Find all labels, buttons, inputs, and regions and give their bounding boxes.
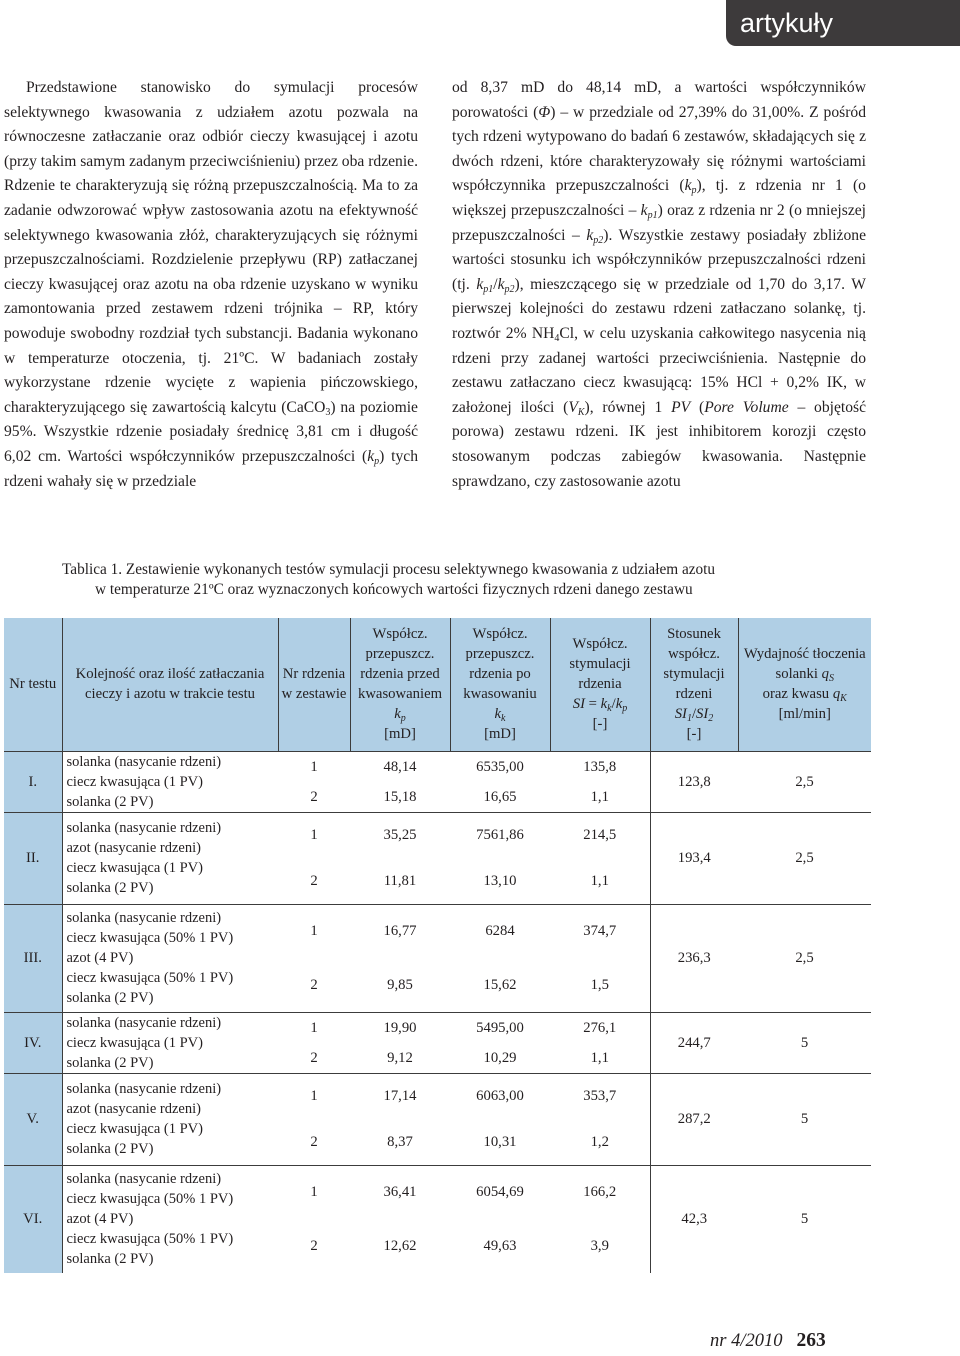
injection-sequence [62, 812, 278, 904]
kp-value: 16,77 [350, 904, 450, 958]
table-body [4, 751, 871, 1273]
subscript: k [607, 703, 612, 715]
sequence-step: ciecz kwasująca (50% 1 PV) [66, 1191, 234, 1208]
header-kp [350, 618, 450, 751]
kk-value: 49,63 [483, 1238, 517, 1254]
subscript: p [691, 185, 697, 197]
si-ratio-value: 193,4 [650, 812, 738, 904]
sequence-step: ciecz kwasująca (50% 1 PV) [66, 930, 234, 946]
kk-value: 6535,00 [450, 751, 550, 782]
unit: [ml/min] [778, 706, 831, 723]
symbol-k: k [586, 226, 594, 244]
si-value: 166,2 [550, 1165, 650, 1219]
symbol-q: q [821, 666, 829, 683]
table-row [4, 1012, 871, 1043]
subscript: 4 [554, 332, 560, 344]
text-run: ), równej 1 [584, 398, 672, 416]
symbol-k: k [684, 177, 692, 195]
section-label [726, 0, 960, 46]
symbol-si: SI [696, 706, 709, 723]
sequence-step: ciecz kwasująca (1 PV) [66, 1121, 203, 1137]
subscript: p1 [483, 283, 494, 295]
kk-value: 6054,69 [450, 1165, 550, 1219]
header-si-ratio [650, 618, 738, 751]
injection-sequence [62, 751, 278, 812]
sequence-step: solanka (nasycanie rdzeni) [66, 1014, 222, 1031]
kk-value: 7561,86 [450, 812, 550, 858]
injection-sequence [62, 1012, 278, 1073]
sequence-step: solanka (nasycanie rdzeni) [66, 910, 222, 926]
core-number: 1 [278, 1165, 350, 1219]
kk-value: 6284 [450, 904, 550, 958]
header-kk [450, 618, 550, 751]
symbol-k: k [497, 275, 505, 293]
right-paragraph [452, 76, 866, 494]
si-value: 374,7 [550, 904, 650, 958]
page-footer [710, 1330, 870, 1352]
si-value: 1,5 [590, 976, 609, 993]
symbol-si: SI [572, 696, 585, 713]
text-run: ) – w przedziale od 27,39% do 31,00%. Z pośród tych rdzeni wytypowano do badań 6 zestawów, składających się z dwóch rdzeni, które charakteryzowały się różnymi wartościami współczynnika przepuszczalności ( [452, 103, 867, 195]
subscript: p [374, 455, 380, 467]
header-text: Stosunek współcz. stymulacji rdzeni [663, 626, 725, 703]
si-ratio-value: 236,3 [650, 904, 738, 1012]
symbol-k: k [615, 696, 623, 713]
subscript: p2 [593, 234, 604, 246]
injection-sequence [62, 1165, 278, 1273]
subscript: p1 [647, 209, 658, 221]
kk-value: 6063,00 [450, 1073, 550, 1119]
si-value: 135,8 [550, 751, 650, 782]
text-run: ) oraz z rdzenia nr 2 (o mniejszej przepuszczalności – [452, 201, 867, 244]
symbol-k: k [494, 706, 502, 723]
sequence-step: ciecz kwasująca (1 PV) [66, 1034, 203, 1051]
core-number: 1 [278, 751, 350, 782]
left-paragraph [4, 76, 418, 494]
header-text: Kolejność oraz ilość zatłaczania cieczy i azotu w trakcie testu [75, 666, 265, 703]
caption-line: Tablica 1. Zestawienie wykonanych testów symulacji procesu selektywnego kwasowania z udziałem azotu [62, 561, 716, 578]
header-flow-rate [738, 618, 871, 751]
header-text: Współcz. przepuszcz. rdzenia po kwasowaniu [463, 626, 537, 703]
test-number: II. [4, 812, 62, 904]
flow-rate-value: 5 [738, 1073, 871, 1165]
subscript: K [577, 406, 585, 418]
sequence-step: ciecz kwasująca (1 PV) [66, 773, 203, 790]
results-table [4, 618, 871, 1273]
text-run: Przedstawione stanowisko do symulacji procesów selektywnego kwasowania z udziałem azotu pozwala na równoczesne zatłaczanie oraz odbiór cieczy kwasującej i azotu (przy takim samym zadanym przeciwciśnieniu) przez oba rdzenie. Rdzenie te charakteryzują się różną przepuszczalnością. Ma to za zadanie odwzorować wpływ zastosowania azotu na efektywność selektywnego kwasowania złóż, charakteryzujących się różnymi przepuszczalnościami. Rozdzielenie przepływu (RP) zatłaczanej cieczy kwasującej oraz azotu na oba rdzenie uzyskano w wyniku zamontowania przed zestawem rdzeni trójnika – RP, który powoduje swobodny rozdział tych substancji. Badania wykonano w temperaturze otoczenia, tj. 21ºC. W badaniach zostały wykorzystane rdzenie wycięte z wapienia pińczowskiego, charakteryzującego się zawartością kalcytu (CaCO [4, 79, 418, 416]
table-row [4, 904, 871, 958]
table-row [4, 751, 871, 782]
si-ratio-value: 123,8 [650, 751, 738, 812]
text-run: / [691, 706, 697, 723]
symbol-k: k [476, 275, 484, 293]
kk-value: 16,65 [483, 788, 517, 805]
symbol-k: k [394, 706, 401, 723]
core-number: 2 [310, 788, 318, 805]
test-number: VI. [4, 1165, 62, 1273]
si-ratio-value: 244,7 [650, 1012, 738, 1073]
table-caption [62, 560, 922, 600]
text-run: / [493, 275, 498, 293]
text-run: = [585, 696, 601, 713]
sequence-step: solanka (2 PV) [66, 880, 154, 896]
symbol-q: q [832, 686, 841, 703]
sequence-step: azot (4 PV) [66, 950, 134, 966]
kk-value: 13,10 [483, 872, 517, 889]
text-run: ), tj. z rdzenia nr 1 (o większej przepuszczalności – [452, 177, 866, 219]
core-number: 2 [310, 1238, 318, 1254]
si-ratio-value: 287,2 [650, 1073, 738, 1165]
core-number: 1 [278, 1073, 350, 1119]
test-number: V. [4, 1073, 62, 1165]
test-number: I. [4, 751, 62, 812]
subscript: k [501, 713, 506, 725]
kp-value: 9,12 [387, 1049, 413, 1066]
subscript: p2 [504, 283, 515, 295]
subscript: 3 [325, 406, 331, 418]
flow-rate-value: 2,5 [738, 751, 871, 812]
header-sequence [62, 618, 278, 751]
injection-sequence [62, 1073, 278, 1165]
kp-value: 17,14 [350, 1073, 450, 1119]
sequence-step: solanka (2 PV) [66, 793, 154, 810]
si-value: 214,5 [550, 812, 650, 858]
text-run: ) tych rdzeni wahały się w przedziale [4, 447, 418, 490]
sequence-step: ciecz kwasująca (50% 1 PV) [66, 970, 234, 986]
kp-value: 11,81 [383, 872, 417, 889]
unit: [-] [686, 726, 702, 743]
kp-value: 12,62 [383, 1238, 417, 1254]
sequence-step: solanka (2 PV) [66, 1141, 154, 1157]
unit: [mD] [484, 726, 516, 743]
header-text: Współcz. stymulacji rdzenia [569, 636, 631, 693]
symbol-k: k [367, 447, 375, 465]
kk-value: 5495,00 [450, 1012, 550, 1043]
symbol-k: k [640, 201, 648, 219]
sequence-step: solanka (2 PV) [66, 1054, 154, 1071]
kk-value: 10,29 [483, 1049, 517, 1066]
core-number: 2 [310, 872, 318, 889]
test-number: IV. [4, 1012, 62, 1073]
page-number: 263 [796, 1330, 826, 1351]
text-run: ), mieszczącego się w przedziale od 1,70 do 3,17. W pierwszej kolejności do zestawu rdzeni zatłaczano solankę, tj. roztwór 2% NH [452, 275, 866, 342]
si-value: 353,7 [550, 1073, 650, 1119]
kk-value: 15,62 [483, 976, 517, 993]
test-number: III. [4, 904, 62, 1012]
core-number: 2 [310, 1049, 318, 1066]
left-column [4, 76, 418, 494]
core-number: 2 [310, 976, 318, 993]
section-label-text: artykuły [740, 7, 834, 38]
sequence-step: solanka (2 PV) [66, 1251, 154, 1268]
flow-rate-value: 2,5 [738, 904, 871, 1012]
header-si [550, 618, 650, 751]
core-number: 1 [278, 904, 350, 958]
subscript: p [622, 703, 628, 715]
subscript: S [828, 673, 834, 685]
caption-line: w temperaturze 21ºC oraz wyznaczonych końcowych wartości fizycznych rdzeni danego zestawu [95, 581, 693, 598]
sequence-step: azot (4 PV) [66, 1211, 134, 1228]
kp-value: 19,90 [350, 1012, 450, 1043]
kp-value: 35,25 [350, 812, 450, 858]
flow-rate-value: 5 [738, 1165, 871, 1273]
table-row [4, 812, 871, 858]
si-value: 1,2 [590, 1133, 609, 1150]
text-run: / [611, 696, 616, 713]
sequence-step: solanka (2 PV) [66, 990, 154, 1006]
issue-number: nr 4/2010 [710, 1331, 783, 1351]
symbol-pv: PV [671, 398, 691, 416]
symbol-k: k [600, 696, 608, 713]
kp-value: 9,85 [387, 976, 413, 993]
flow-rate-value: 2,5 [738, 812, 871, 904]
symbol-v: V [568, 398, 578, 416]
text-run: Cl, w celu uzyskania całkowitego nasycenia nią rdzeni przy zadanej wartości przeciwciśnienia. Następnie do zestawu zatłaczano ciecz kwasującą: 15% HCl + 0,2% IK, w założonej ilości ( [452, 324, 866, 416]
sequence-step: solanka (nasycanie rdzeni) [66, 753, 222, 770]
si-value: 276,1 [550, 1012, 650, 1043]
table-row [4, 1165, 871, 1219]
sequence-step: ciecz kwasująca (1 PV) [66, 860, 203, 876]
unit: [mD] [384, 726, 416, 743]
text-run: ) na poziomie 95%. Wszystkie rdzenie posiadały średnicę 3,81 cm i długość 6,02 cm. Wartości współczynników przepuszczalności ( [4, 398, 418, 465]
header-text: Współcz. przepuszcz. rdzenia przed kwasowaniem [357, 626, 443, 703]
subscript: 1 [686, 713, 692, 725]
core-number: 2 [310, 1133, 318, 1150]
kk-value: 10,31 [483, 1133, 517, 1150]
sequence-step: ciecz kwasująca (50% 1 PV) [66, 1231, 234, 1248]
table-row [4, 1073, 871, 1119]
subscript: p [400, 713, 406, 725]
si-value: 1,1 [590, 872, 609, 889]
core-number: 1 [278, 812, 350, 858]
text-run: – objętość porowa) zestawu rdzeni. IK jest inhibitorem korozji często stosowanym podczas zabiegów kwasowania. Następnie sprawdzano, czy zastosowanie azotu [452, 398, 867, 490]
text-run: ). Wszystkie zestawy posiadały zbliżone wartości stosunku ich współczynników przepuszczalności rdzeni (tj. [452, 226, 866, 293]
symbol-phi: Φ [538, 103, 551, 121]
header-text: Wydajność tłoczenia solanki [743, 646, 866, 683]
sequence-step: azot (nasycanie rdzeni) [66, 840, 201, 856]
kp-value: 15,18 [383, 788, 417, 805]
kp-value: 48,14 [350, 751, 450, 782]
sequence-step: solanka (nasycanie rdzeni) [66, 1081, 222, 1097]
si-value: 1,1 [590, 1049, 609, 1066]
header-text: oraz kwasu [762, 686, 830, 703]
symbol-si: SI [674, 706, 687, 723]
header-test-nr: Nr testu [4, 618, 62, 751]
term-pore-volume: Pore Volume [704, 398, 789, 416]
sequence-step: solanka (nasycanie rdzeni) [66, 820, 222, 836]
injection-sequence [62, 904, 278, 1012]
right-column [452, 76, 866, 494]
unit: [-] [592, 716, 608, 733]
subscript: K [840, 693, 847, 705]
sequence-step: azot (nasycanie rdzeni) [66, 1101, 201, 1117]
si-ratio-value: 42,3 [650, 1165, 738, 1273]
sequence-step: solanka (nasycanie rdzeni) [66, 1171, 222, 1188]
kp-value: 8,37 [387, 1133, 413, 1150]
text-run: od 8,37 mD do 48,14 mD, a wartości współczynników porowatości ( [452, 79, 866, 121]
core-number: 1 [278, 1012, 350, 1043]
flow-rate-value: 5 [738, 1012, 871, 1073]
si-value: 1,1 [590, 788, 609, 805]
si-value: 3,9 [590, 1238, 609, 1254]
subscript: 2 [708, 713, 714, 725]
table-header-row [4, 618, 871, 751]
header-core-nr [278, 618, 350, 751]
kp-value: 36,41 [350, 1165, 450, 1219]
text-run: ( [690, 398, 705, 416]
header-text: Nr rdzenia w zestawie [281, 666, 347, 703]
